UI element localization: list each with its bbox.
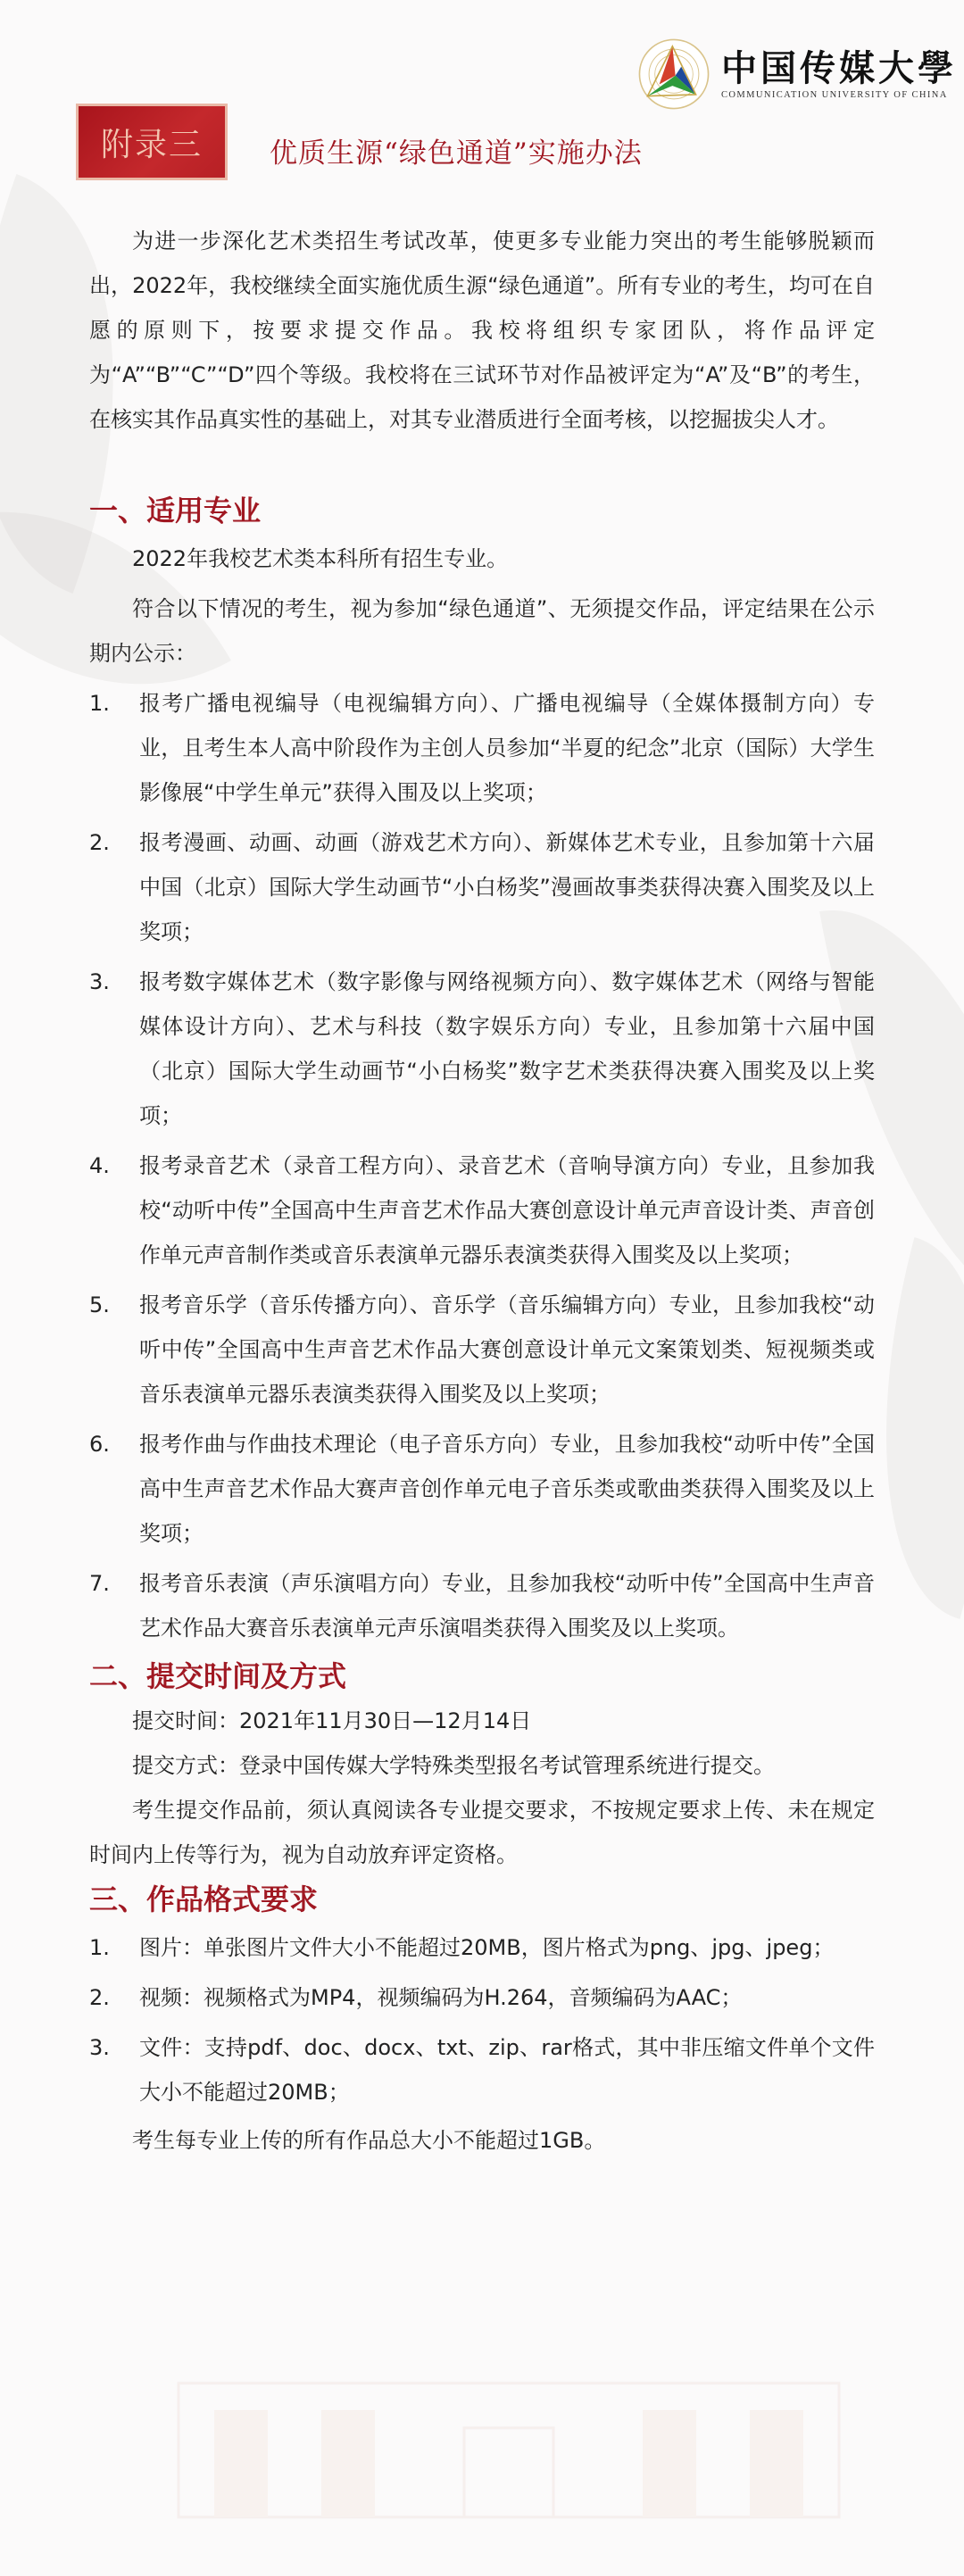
list-item bbox=[89, 1975, 875, 2020]
list-item bbox=[89, 820, 875, 954]
list-item bbox=[89, 1561, 875, 1650]
list-item bbox=[89, 681, 875, 815]
section-1-paragraph-2: 符合以下情况的考生，视为参加“绿色通道”、无须提交作品，评定结果在公示期内公示： bbox=[89, 596, 875, 666]
intro-paragraph: 为进一步深化艺术类招生考试改革，使更多专业能力突出的考生能够脱颖而出，2022年，我校继续全面实施优质生源“绿色通道”。所有专业的考生，均可在自愿的原则下，按要求提交作品。我校将组织专家团队，将作品评定为“A”“B”“C”“D”四个等级。我校将在三试环节对作品被评定为“A”及“B”的考生，在核实其作品真实性的基础上，对其专业潜质进行全面考核，以挖掘拔尖人才。 bbox=[89, 229, 875, 432]
submission-note: 考生提交作品前，须认真阅读各专业提交要求，不按规定要求上传、未在规定时间内上传等行为，视为自动放弃评定资格。 bbox=[89, 1798, 875, 1867]
section-title-submission: 二、提交时间及方式 bbox=[89, 1659, 347, 1693]
section-title-applicable-majors: 一、适用专业 bbox=[89, 494, 262, 528]
list-number: 7. bbox=[89, 1571, 110, 1596]
building-silhouette-decoration bbox=[125, 2356, 893, 2526]
list-number: 1. bbox=[89, 1935, 110, 1960]
list-number: 1. bbox=[89, 691, 110, 716]
format-list bbox=[89, 1925, 875, 2115]
list-number: 5. bbox=[89, 1292, 110, 1317]
list-text: 报考音乐表演（声乐演唱方向）专业，且参加我校“动听中传”全国高中生声音艺术作品大赛音乐表演单元声乐演唱类获得入围奖及以上奖项。 bbox=[139, 1571, 875, 1641]
list-text: 文件：支持pdf、doc、docx、txt、zip、rar格式，其中非压缩文件单个文件大小不能超过20MB； bbox=[139, 2035, 875, 2105]
list-text: 报考广播电视编导（电视编辑方向）、广播电视编导（全媒体摄制方向）专业，且考生本人高中阶段作为主创人员参加“半夏的纪念”北京（国际）大学生影像展“中学生单元”获得入围及以上奖项； bbox=[139, 691, 875, 805]
list-text: 报考作曲与作曲技术理论（电子音乐方向）专业，且参加我校“动听中传”全国高中生声音艺术作品大赛声音创作单元电子音乐类或歌曲类获得入围奖及以上奖项； bbox=[139, 1432, 875, 1546]
list-text: 报考音乐学（音乐传播方向）、音乐学（音乐编辑方向）专业，且参加我校“动听中传”全国高中生声音艺术作品大赛创意设计单元文案策划类、短视频类或音乐表演单元器乐表演类获得入围奖及以上奖项； bbox=[139, 1292, 875, 1407]
submission-method: 提交方式：登录中国传媒大学特殊类型报名考试管理系统进行提交。 bbox=[132, 1753, 775, 1778]
logo-english-name: COMMUNICATION UNIVERSITY OF CHINA bbox=[721, 89, 948, 100]
list-number: 6. bbox=[89, 1432, 110, 1457]
logo-chinese-name: 中国传媒大學 bbox=[721, 46, 957, 89]
list-item bbox=[89, 1283, 875, 1417]
list-text: 报考录音艺术（录音工程方向）、录音艺术（音响导演方向）专业，且参加我校“动听中传”全国高中生声音艺术作品大赛创意设计单元声音设计类、声音创作单元声音制作类或音乐表演单元器乐表演类获得入围奖及以上奖项； bbox=[139, 1153, 875, 1267]
list-item bbox=[89, 960, 875, 1138]
university-logo bbox=[637, 37, 957, 111]
list-item bbox=[89, 1925, 875, 1970]
list-item bbox=[89, 1143, 875, 1277]
list-number: 2. bbox=[89, 1985, 110, 2010]
section-title-format-requirements: 三、作品格式要求 bbox=[89, 1882, 319, 1916]
list-number: 4. bbox=[89, 1153, 110, 1178]
list-item bbox=[89, 2025, 875, 2115]
list-text: 视频：视频格式为MP4，视频编码为H.264，音频编码为AAC； bbox=[139, 1985, 743, 2010]
list-number: 2. bbox=[89, 830, 110, 855]
document-body bbox=[89, 219, 875, 2163]
page-title: 优质生源“绿色通道”实施办法 bbox=[270, 137, 643, 170]
list-number: 3. bbox=[89, 2035, 110, 2060]
university-seal-icon bbox=[637, 37, 711, 111]
total-size-note: 考生每专业上传的所有作品总大小不能超过1GB。 bbox=[132, 2128, 606, 2153]
list-text: 图片：单张图片文件大小不能超过20MB，图片格式为png、jpg、jpeg； bbox=[139, 1935, 835, 1960]
appendix-badge: 附录三 bbox=[76, 104, 228, 180]
list-text: 报考数字媒体艺术（数字影像与网络视频方向）、数字媒体艺术（网络与智能媒体设计方向）、艺术与科技（数字娱乐方向）专业，且参加第十六届中国（北京）国际大学生动画节“小白杨奖”数字艺术类获得决赛入围奖及以上奖项； bbox=[139, 969, 875, 1128]
list-number: 3. bbox=[89, 969, 110, 994]
list-text: 报考漫画、动画、动画（游戏艺术方向）、新媒体艺术专业，且参加第十六届中国（北京）国际大学生动画节“小白杨奖”漫画故事类获得决赛入围奖及以上奖项； bbox=[139, 830, 875, 944]
section-1-paragraph-1: 2022年我校艺术类本科所有招生专业。 bbox=[132, 546, 509, 571]
list-item bbox=[89, 1422, 875, 1556]
submission-time: 提交时间：2021年11月30日—12月14日 bbox=[132, 1708, 532, 1733]
eligibility-list bbox=[89, 681, 875, 1650]
